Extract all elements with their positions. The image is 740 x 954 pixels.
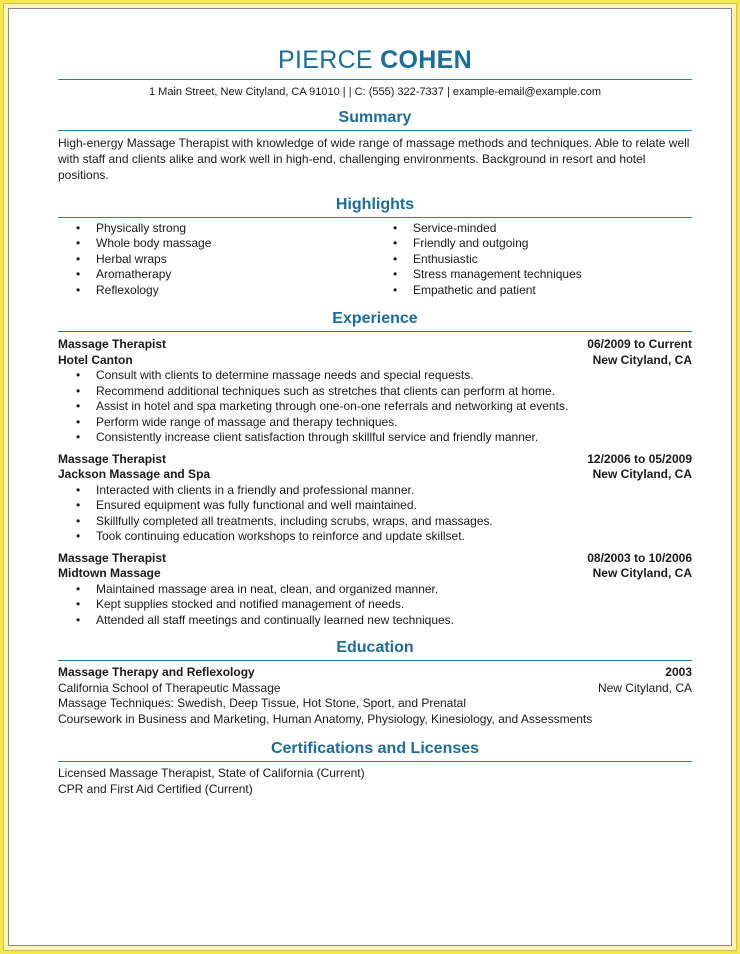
highlights-grid: [58, 221, 692, 299]
job-company-row: [58, 467, 692, 483]
job-role: Massage Therapist: [58, 451, 167, 466]
list-item: • Empathetic and patient: [375, 283, 582, 299]
certification-item: [58, 766, 692, 782]
list-item: • Friendly and outgoing: [375, 236, 582, 252]
first-name: PIERCE: [278, 46, 373, 74]
list-item: • Took continuing education workshops to reinforce and update skillset.: [58, 529, 692, 545]
list-item: • Enthusiastic: [375, 252, 582, 268]
list-item: • Attended all staff meetings and continually learned new techniques.: [58, 613, 692, 629]
list-item: • Consult with clients to determine massage needs and special requests.: [58, 368, 692, 384]
job-location: New Cityland, CA: [592, 467, 692, 481]
list-item: • Kept supplies stocked and notified management of needs.: [58, 597, 692, 613]
education-line: [58, 712, 692, 728]
education-entry: [58, 665, 692, 727]
list-item: • Maintained massage area in neat, clean, and organized manner.: [58, 582, 692, 598]
job-bullets: [58, 582, 692, 629]
list-item: • Recommend additional techniques such as stretches that clients can perform at home.: [58, 384, 692, 400]
highlights-right-column: [375, 221, 582, 299]
job-header-row: [58, 551, 692, 567]
job-entry: [58, 551, 692, 629]
job-company: Hotel Canton: [58, 352, 133, 367]
list-item: • Ensured equipment was fully functional and well maintained.: [58, 498, 692, 514]
education-detail: Coursework in Business and Marketing, Human Anatomy, Physiology, Kinesiology, and Assessments: [58, 711, 593, 726]
job-header-row: [58, 452, 692, 468]
certifications-list: [58, 766, 692, 797]
document-frame: [3, 3, 737, 951]
job-company-row: [58, 353, 692, 369]
job-dates: 08/2003 to 10/2006: [587, 550, 692, 565]
education-degree: Massage Therapy and Reflexology: [58, 665, 255, 679]
education-school: California School of Therapeutic Massage: [58, 680, 281, 695]
list-item: • Perform wide range of massage and therapy techniques.: [58, 415, 692, 431]
certification-text: CPR and First Aid Certified (Current): [58, 781, 253, 796]
list-item: • Interacted with clients in a friendly and professional manner.: [58, 483, 692, 499]
job-entry: [58, 452, 692, 545]
header-rule: [58, 79, 692, 80]
highlights-rule: [58, 217, 692, 218]
job-bullets: [58, 368, 692, 446]
education-year: 2003: [665, 665, 692, 679]
candidate-name: [58, 46, 692, 74]
certifications-rule: [58, 761, 692, 762]
job-location: New Cityland, CA: [592, 352, 692, 367]
education-degree-row: [58, 665, 692, 681]
certifications-title: Certifications and Licenses: [270, 740, 480, 757]
experience-title: Experience: [332, 310, 418, 327]
list-item: • Consistently increase client satisfaction through skillful service and friendly manner.: [58, 430, 692, 446]
summary-text: High-energy Massage Therapist with knowledge of wide range of massage methods and techniques. Able to relate well with staff and clients alike and work well in high-end, challenging environments. Background in resort and hotel positions.: [58, 135, 690, 182]
job-dates: 06/2009 to Current: [587, 337, 692, 351]
job-bullets: [58, 483, 692, 545]
list-item: • Whole body massage: [58, 236, 375, 252]
list-item: • Aromatherapy: [58, 267, 375, 283]
last-name: COHEN: [380, 46, 472, 74]
list-item: • Service-minded: [375, 221, 582, 237]
education-line: [58, 696, 692, 712]
certification-item: [58, 782, 692, 798]
contact-line: 1 Main Street, New Cityland, CA 91010 | | C: (555) 322-7337 | example-email@example.com: [148, 86, 601, 98]
education-school-row: [58, 681, 692, 697]
resume-page: [8, 8, 732, 946]
education-rule: [58, 660, 692, 661]
resume-content: [58, 9, 692, 797]
job-role: Massage Therapist: [58, 550, 167, 565]
job-company: Jackson Massage and Spa: [58, 467, 211, 481]
list-item: • Reflexology: [58, 283, 375, 299]
list-item: • Herbal wraps: [58, 252, 375, 268]
education-location: New Cityland, CA: [597, 680, 692, 695]
summary-rule: [58, 130, 692, 131]
job-company-row: [58, 566, 692, 582]
list-item: • Skillfully completed all treatments, including scrubs, wraps, and massages.: [58, 514, 692, 530]
education-title: Education: [336, 639, 414, 656]
job-header-row: [58, 337, 692, 353]
summary-title: Summary: [338, 108, 412, 126]
job-location: New Cityland, CA: [592, 566, 692, 580]
highlights-title: Highlights: [335, 195, 415, 213]
job-role: Massage Therapist: [58, 337, 167, 351]
list-item: • Stress management techniques: [375, 267, 582, 283]
education-detail: Massage Techniques: Swedish, Deep Tissue, Hot Stone, Sport, and Prenatal: [58, 696, 467, 710]
job-entry: [58, 337, 692, 446]
list-item: • Physically strong: [58, 221, 375, 237]
certification-text: Licensed Massage Therapist, State of California (Current): [58, 766, 365, 780]
job-dates: 12/2006 to 05/2009: [587, 451, 692, 466]
list-item: • Assist in hotel and spa marketing through one-on-one referrals and networking at events.: [58, 399, 692, 415]
highlights-left-column: [58, 221, 375, 299]
job-company: Midtown Massage: [58, 566, 161, 580]
experience-rule: [58, 331, 692, 332]
